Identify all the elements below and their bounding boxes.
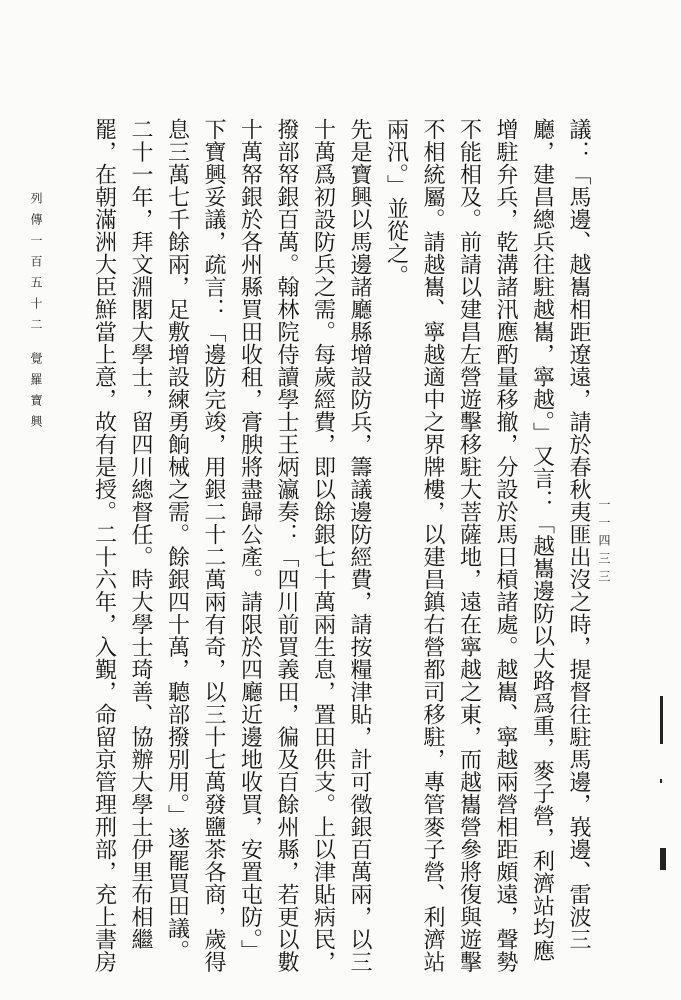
paragraph-1: 議：「馬邊、越巂相距遼遠，請於春秋夷匪出沒之時，提督往駐馬邊，峩邊、雷波三廳，建昌總兵往駐越巂，寧越。」又言：「越巂邊防以大路爲重，麥子營，利濟站均應增駐弁兵，乾溝諸汛應酌量移撤，分設於馬日槓諸處。越巂、寧越兩營相距頗遠，聲勢不能相及。前請以建昌左營遊擊移駐大菩薩地，遠在寧越之東，而越巂營參將復與遊擊不相統屬。請越巂、寧越適中之界牌樓，以建昌鎮右營都司移駐，專管麥子營、利濟站兩汛。」並從之。 (383, 118, 591, 973)
main-text-block (86, 118, 596, 973)
edge-mark (660, 848, 666, 870)
edge-mark (660, 779, 662, 783)
running-header-name: 覺羅寶興 (29, 352, 43, 436)
running-header-chapter: 列傳一百五十二 (29, 192, 43, 339)
page-number: 一一四三三 (597, 498, 611, 588)
edge-mark (660, 696, 663, 744)
paragraph-2: 先是寶興以馬邊諸廳縣增設防兵，籌議邊防經費，請按糧津貼，計可徵銀百萬兩，以三十萬爲初設防兵之需。每歲經費，即以餘銀七十萬兩生息，置田供支。上以津貼病民，撥部帑銀百萬。翰林院侍讀學士王炳瀛奏：「四川前買義田，徧及百餘州縣，若更以數十萬帑銀於各州縣買田收租，膏腴將盡歸公產。請限於四廳近邊地收買，安置屯防。」下寶興妥議，疏言：「邊防完竣，用銀二十二萬兩有奇，以三十七萬發鹽茶各商，歲得息三萬七千餘兩，足敷增設練勇餉械之需。餘銀四十萬，聽部撥別用。」遂罷買田議。二十一年，拜文淵閣大學士，留四川總督任。時大學士琦善、協辦大學士伊里布相繼罷，在朝滿洲大臣鮮當上意，故有是授。二十六年，入覲，命留京管理刑部，充上書房 (91, 118, 372, 973)
